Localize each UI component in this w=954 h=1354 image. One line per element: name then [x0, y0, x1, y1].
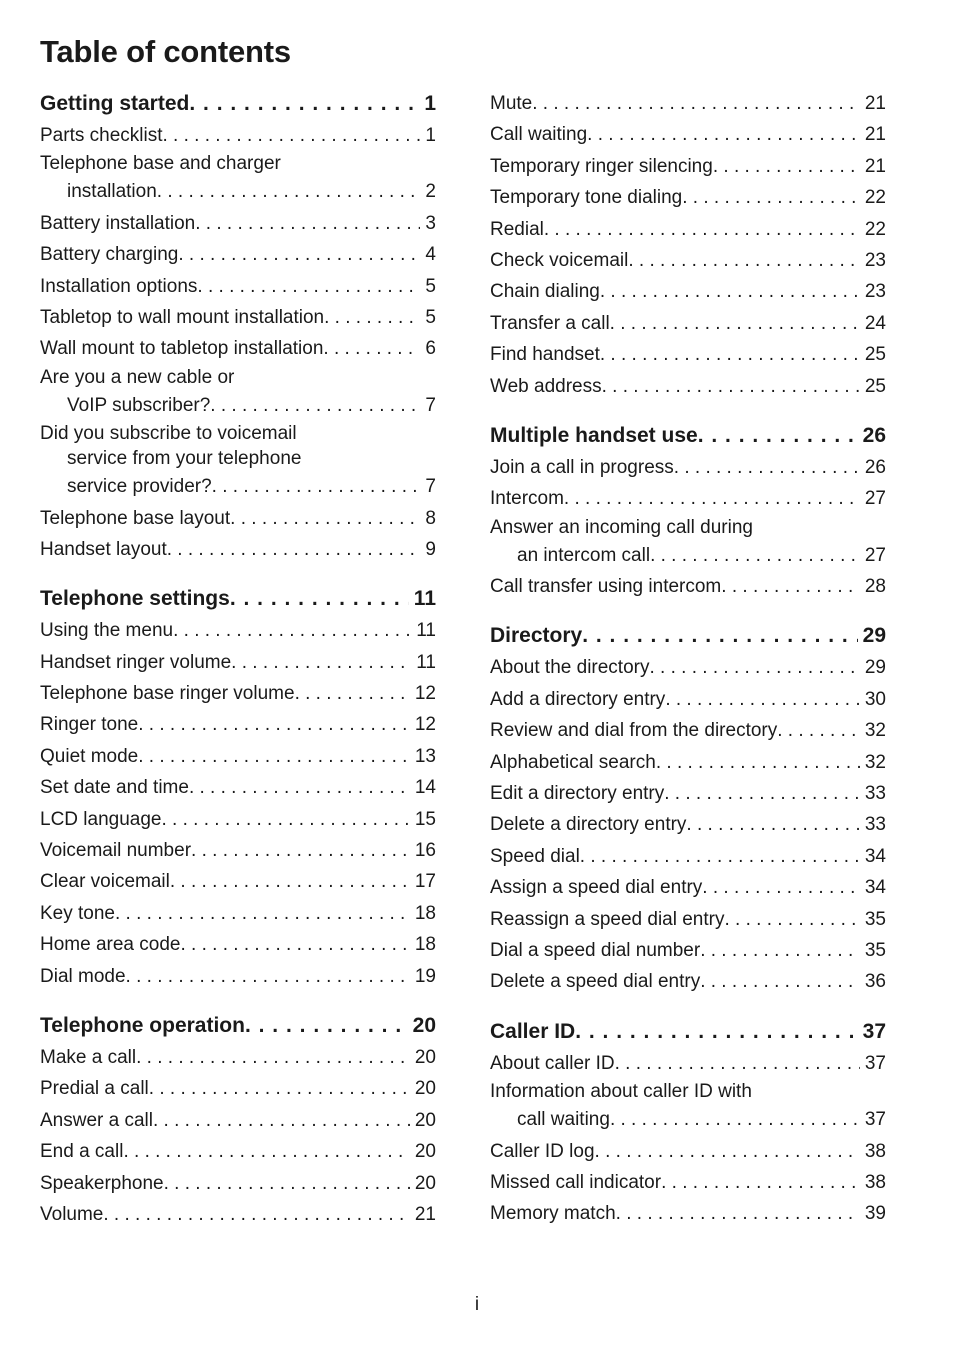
dot-leader — [324, 302, 420, 333]
dot-leader — [664, 778, 860, 809]
entry-page-number: 28 — [864, 576, 886, 598]
toc-entry[interactable] — [40, 647, 436, 678]
toc-entry[interactable] — [40, 961, 436, 992]
dot-leader — [700, 966, 860, 997]
entry-title-last-line — [40, 390, 436, 421]
toc-entry[interactable] — [490, 684, 886, 715]
dot-leader — [721, 571, 860, 602]
entry-page-number: 21 — [414, 1203, 436, 1225]
toc-entry[interactable] — [490, 245, 886, 276]
dot-leader — [628, 245, 860, 276]
entry-title-line: VoIP subscriber? — [67, 394, 211, 416]
dot-leader — [575, 1016, 857, 1048]
toc-entry[interactable] — [490, 1198, 886, 1229]
entry-page-number: 11 — [416, 620, 436, 642]
entry-title: Home area code — [40, 934, 181, 956]
dot-leader — [189, 772, 410, 803]
entry-title: Clear voicemail — [40, 871, 170, 893]
entry-page-number: 21 — [864, 93, 886, 114]
section-spacer — [490, 602, 886, 620]
toc-entry[interactable] — [490, 119, 886, 150]
section-heading[interactable] — [40, 1010, 436, 1042]
entry-page-number: 34 — [864, 845, 886, 867]
dot-leader — [700, 935, 860, 966]
dot-leader — [602, 371, 860, 402]
entry-page-number: 29 — [864, 657, 886, 679]
toc-entry[interactable] — [490, 652, 886, 683]
toc-entry[interactable] — [490, 1048, 886, 1079]
entry-title: Mute — [490, 93, 533, 114]
entry-page-number: 27 — [864, 488, 886, 510]
dot-leader — [532, 88, 860, 119]
entry-title: Chain dialing — [490, 281, 600, 303]
entry-page-number: 32 — [864, 720, 886, 742]
dot-leader — [138, 709, 410, 740]
entry-title-line: service from your telephone — [67, 448, 302, 470]
dot-leader — [682, 182, 860, 213]
entry-title: Speed dial — [490, 845, 580, 867]
toc-entry[interactable] — [490, 904, 886, 935]
entry-title: Call waiting — [490, 124, 588, 146]
dot-leader — [650, 540, 860, 571]
section-title: Telephone operation — [40, 1013, 245, 1037]
entry-title: Temporary tone dialing — [490, 187, 683, 209]
entry-title: Quiet mode — [40, 745, 139, 767]
toc-entry[interactable] — [40, 741, 436, 772]
entry-title-line: Telephone base and charger — [40, 153, 281, 175]
entry-title: End a call — [40, 1141, 124, 1163]
entry-page-number: 37 — [864, 1052, 886, 1074]
entry-title: Battery installation — [40, 212, 196, 234]
dot-leader — [610, 1104, 860, 1135]
entry-page-number: 27 — [864, 544, 886, 566]
section-heading[interactable] — [490, 620, 886, 652]
dot-leader — [544, 214, 860, 245]
entry-page-number: 33 — [864, 814, 886, 836]
entry-page-number: 38 — [864, 1171, 886, 1193]
entry-title: Tabletop to wall mount installation — [40, 306, 325, 328]
section-title: Multiple handset use — [490, 423, 698, 447]
dot-leader — [210, 390, 420, 421]
entry-title: Assign a speed dial entry — [490, 877, 703, 899]
toc-entry[interactable] — [40, 120, 436, 151]
toc-entry[interactable] — [490, 747, 886, 778]
toc-entry[interactable] — [40, 929, 436, 960]
dot-leader — [595, 1136, 860, 1167]
dot-leader — [698, 420, 858, 452]
section-page-number: 1 — [424, 92, 436, 115]
entry-title-line: installation — [67, 181, 157, 203]
dot-leader — [582, 620, 857, 652]
entry-page-number: 7 — [425, 394, 436, 416]
entry-title: Set date and time — [40, 777, 189, 799]
entry-page-number: 3 — [425, 212, 436, 234]
dot-leader — [610, 308, 860, 339]
entry-page-number: 5 — [425, 275, 436, 297]
dot-leader — [600, 339, 860, 370]
section-heading[interactable] — [40, 583, 436, 615]
toc-entry[interactable] — [490, 966, 886, 997]
section-spacer — [40, 565, 436, 583]
entry-page-number: 26 — [864, 456, 886, 478]
entry-page-number: 8 — [425, 507, 436, 529]
dot-leader — [173, 615, 411, 646]
section-page-number: 11 — [413, 587, 436, 611]
page-number: i — [474, 1294, 480, 1315]
dot-leader — [564, 483, 860, 514]
entry-title: Redial — [490, 218, 544, 240]
entry-title: Delete a directory entry — [490, 814, 687, 836]
toc-entry[interactable] — [40, 503, 436, 534]
entry-page-number: 11 — [416, 651, 436, 673]
section-page-number: 29 — [862, 624, 886, 648]
entry-page-number: 1 — [425, 125, 436, 146]
toc-entry[interactable] — [490, 339, 886, 370]
dot-leader — [580, 841, 860, 872]
entry-page-number: 20 — [414, 1046, 436, 1068]
toc-entry[interactable] — [490, 182, 886, 213]
dot-leader — [230, 503, 420, 534]
entry-title: Delete a speed dial entry — [490, 971, 701, 993]
entry-title: Call transfer using intercom — [490, 576, 722, 598]
dot-leader — [138, 741, 410, 772]
toc-entry[interactable] — [40, 1136, 436, 1167]
dot-leader — [686, 809, 859, 840]
toc-entry[interactable] — [490, 809, 886, 840]
entry-title: Alphabetical search — [490, 751, 656, 773]
entry-page-number: 38 — [864, 1140, 886, 1162]
toc-entry[interactable] — [490, 452, 886, 483]
dot-leader — [777, 715, 860, 746]
dot-leader — [713, 151, 860, 182]
entry-page-number: 36 — [864, 971, 886, 993]
dot-leader — [170, 866, 410, 897]
toc-entry[interactable] — [40, 333, 436, 364]
entry-title: Wall mount to tabletop installation — [40, 338, 324, 360]
toc-entry[interactable] — [490, 1079, 886, 1135]
entry-title: Installation options — [40, 275, 198, 297]
toc-entry[interactable] — [40, 271, 436, 302]
entry-title: Find handset — [490, 344, 600, 366]
toc-entry[interactable] — [40, 421, 436, 502]
toc-entry[interactable] — [490, 515, 886, 571]
section-heading[interactable] — [490, 420, 886, 452]
toc-entry[interactable] — [490, 483, 886, 514]
dot-leader — [162, 120, 420, 151]
toc-entry[interactable] — [490, 308, 886, 339]
toc-entry[interactable] — [40, 365, 436, 421]
entry-title: Speakerphone — [40, 1172, 164, 1194]
toc-entry[interactable] — [40, 898, 436, 929]
dot-leader — [656, 747, 860, 778]
entry-title: Review and dial from the directory — [490, 720, 778, 742]
entry-title-line: call waiting — [517, 1109, 610, 1131]
entry-title: Check voicemail — [490, 249, 629, 271]
toc-entry[interactable] — [40, 772, 436, 803]
entry-page-number: 20 — [414, 1078, 436, 1100]
dot-leader — [123, 1136, 409, 1167]
dot-leader — [164, 1168, 410, 1199]
entry-page-number: 35 — [864, 908, 886, 930]
entry-title-line: service provider? — [67, 476, 212, 498]
entry-page-number: 7 — [425, 476, 436, 498]
dot-leader — [149, 1073, 410, 1104]
entry-title: Transfer a call — [490, 312, 610, 334]
dot-leader — [189, 88, 419, 120]
entry-page-number: 25 — [864, 375, 886, 397]
toc-entry[interactable] — [40, 208, 436, 239]
toc-entry[interactable] — [40, 1042, 436, 1073]
entry-title: Caller ID log — [490, 1140, 595, 1162]
entry-title-last-line — [490, 540, 886, 571]
entry-page-number: 32 — [864, 751, 886, 773]
entry-title: Battery charging — [40, 244, 179, 266]
entry-page-number: 23 — [864, 281, 886, 303]
dot-leader — [103, 1199, 409, 1230]
entry-title: Handset layout — [40, 538, 167, 560]
dot-leader — [295, 678, 410, 709]
entry-page-number: 18 — [414, 934, 436, 956]
toc-entry[interactable] — [40, 534, 436, 565]
entry-page-number: 14 — [414, 777, 436, 799]
toc-entry[interactable] — [490, 88, 886, 119]
toc-entry[interactable] — [40, 239, 436, 270]
dot-leader — [167, 534, 421, 565]
toc-entry[interactable] — [490, 276, 886, 307]
entry-page-number: 21 — [864, 155, 886, 177]
entry-title: Handset ringer volume — [40, 651, 232, 673]
entry-page-number: 25 — [864, 344, 886, 366]
entry-title-line: Did you subscribe to voicemail — [40, 423, 297, 445]
dot-leader — [178, 239, 420, 270]
dot-leader — [153, 1105, 410, 1136]
entry-title-line: Answer an incoming call during — [490, 516, 753, 538]
toc-entry[interactable] — [490, 151, 886, 182]
section-title: Caller ID — [490, 1019, 576, 1043]
dot-leader — [195, 208, 420, 239]
entry-title-last-line — [490, 1104, 886, 1135]
toc-entry[interactable] — [40, 678, 436, 709]
section-heading[interactable] — [490, 1016, 886, 1048]
entry-page-number: 16 — [414, 840, 436, 862]
entry-page-number: 20 — [414, 1172, 436, 1194]
section-heading[interactable] — [40, 88, 436, 120]
entry-title: Web address — [490, 375, 602, 397]
section-title: Directory — [490, 624, 583, 648]
entry-title: Ringer tone — [40, 714, 139, 736]
entry-page-number: 12 — [414, 683, 436, 705]
entry-title: Parts checklist — [40, 125, 163, 146]
entry-page-number: 30 — [864, 688, 886, 710]
section-spacer — [490, 998, 886, 1016]
section-spacer — [40, 992, 436, 1010]
toc-entry[interactable] — [490, 214, 886, 245]
dot-leader — [230, 583, 409, 615]
toc-entry[interactable] — [490, 371, 886, 402]
toc-entry[interactable] — [40, 1199, 436, 1230]
dot-leader — [157, 176, 421, 207]
entry-page-number: 37 — [864, 1109, 886, 1131]
toc-entry[interactable] — [40, 866, 436, 897]
dot-leader — [724, 904, 859, 935]
entry-page-number: 23 — [864, 249, 886, 271]
toc-entry[interactable] — [40, 615, 436, 646]
entry-title: Volume — [40, 1203, 104, 1225]
entry-title: Reassign a speed dial entry — [490, 908, 725, 930]
entry-title: Memory match — [490, 1203, 616, 1225]
toc-entry[interactable] — [40, 302, 436, 333]
toc-right-column — [490, 88, 886, 1230]
entry-title-line: an intercom call — [517, 544, 651, 566]
toc-left-column — [40, 88, 436, 1230]
entry-page-number: 21 — [864, 124, 886, 146]
section-title: Telephone settings — [40, 587, 230, 611]
dot-leader — [661, 1167, 860, 1198]
entry-title: Missed call indicator — [490, 1171, 662, 1193]
section-page-number: 20 — [412, 1013, 436, 1037]
entry-page-number: 15 — [414, 808, 436, 830]
toc-entry[interactable] — [40, 1168, 436, 1199]
dot-leader — [180, 929, 409, 960]
entry-title: Telephone base ringer volume — [40, 683, 295, 705]
entry-title: Predial a call — [40, 1078, 149, 1100]
toc-entry[interactable] — [490, 1167, 886, 1198]
toc-entry[interactable] — [490, 1136, 886, 1167]
entry-title: LCD language — [40, 808, 162, 830]
entry-page-number: 5 — [425, 306, 436, 328]
entry-page-number: 20 — [414, 1109, 436, 1131]
entry-title-last-line — [40, 471, 436, 502]
dot-leader — [191, 835, 410, 866]
entry-page-number: 33 — [864, 783, 886, 805]
entry-page-number: 22 — [864, 187, 886, 209]
section-spacer — [490, 402, 886, 420]
entry-page-number: 24 — [864, 312, 886, 334]
toc-entry[interactable] — [40, 835, 436, 866]
entry-page-number: 35 — [864, 939, 886, 961]
toc-entry[interactable] — [40, 151, 436, 207]
dot-leader — [115, 898, 410, 929]
entry-title-line: Are you a new cable or — [40, 366, 235, 388]
entry-title: About the directory — [490, 657, 650, 679]
dot-leader — [323, 333, 420, 364]
entry-page-number: 34 — [864, 877, 886, 899]
toc-entry[interactable] — [40, 709, 436, 740]
entry-title-line: Information about caller ID with — [490, 1081, 752, 1103]
dot-leader — [665, 684, 860, 715]
dot-leader — [674, 452, 860, 483]
dot-leader — [126, 961, 410, 992]
entry-title: Telephone base layout — [40, 507, 231, 529]
entry-page-number: 12 — [414, 714, 436, 736]
dot-leader — [600, 276, 860, 307]
dot-leader — [231, 647, 411, 678]
section-page-number: 26 — [862, 423, 886, 447]
toc-entry[interactable] — [490, 935, 886, 966]
entry-title: Edit a directory entry — [490, 783, 665, 805]
entry-page-number: 6 — [425, 338, 436, 360]
section-page-number: 37 — [862, 1019, 886, 1043]
entry-title: Add a directory entry — [490, 688, 666, 710]
entry-page-number: 17 — [414, 871, 436, 893]
entry-title: Intercom — [490, 488, 564, 510]
dot-leader — [136, 1042, 410, 1073]
entry-title: About caller ID — [490, 1052, 615, 1074]
toc-entry[interactable] — [40, 1073, 436, 1104]
toc-entry[interactable] — [40, 1105, 436, 1136]
entry-page-number: 20 — [414, 1141, 436, 1163]
entry-page-number: 9 — [425, 538, 436, 560]
entry-title: Voicemail number — [40, 840, 192, 862]
entry-title: Using the menu — [40, 620, 174, 642]
dot-leader — [245, 1010, 408, 1042]
toc-entry[interactable] — [490, 571, 886, 602]
entry-title: Temporary ringer silencing — [490, 155, 713, 177]
dot-leader — [212, 471, 421, 502]
entry-title-last-line — [40, 176, 436, 207]
entry-page-number: 39 — [864, 1203, 886, 1225]
dot-leader — [616, 1198, 860, 1229]
toc-entry[interactable] — [490, 841, 886, 872]
entry-page-number: 22 — [864, 218, 886, 240]
entry-page-number: 19 — [414, 965, 436, 987]
dot-leader — [615, 1048, 860, 1079]
entry-title: Key tone — [40, 902, 115, 924]
entry-title: Dial mode — [40, 965, 126, 987]
entry-title: Make a call — [40, 1046, 137, 1068]
dot-leader — [587, 119, 860, 150]
entry-page-number: 2 — [425, 181, 436, 203]
dot-leader — [649, 652, 859, 683]
dot-leader — [702, 872, 860, 903]
toc-entry[interactable] — [490, 872, 886, 903]
entry-page-number: 13 — [414, 745, 436, 767]
entry-title: Answer a call — [40, 1109, 153, 1131]
entry-title: Dial a speed dial number — [490, 939, 701, 961]
toc-entry[interactable] — [40, 804, 436, 835]
entry-page-number: 18 — [414, 902, 436, 924]
toc-entry[interactable] — [490, 715, 886, 746]
toc-entry[interactable] — [490, 778, 886, 809]
page-title: Table of contents — [40, 34, 291, 69]
section-title: Getting started — [40, 92, 190, 115]
entry-page-number: 4 — [425, 244, 436, 266]
dot-leader — [197, 271, 420, 302]
entry-title: Join a call in progress — [490, 456, 674, 478]
dot-leader — [161, 804, 409, 835]
